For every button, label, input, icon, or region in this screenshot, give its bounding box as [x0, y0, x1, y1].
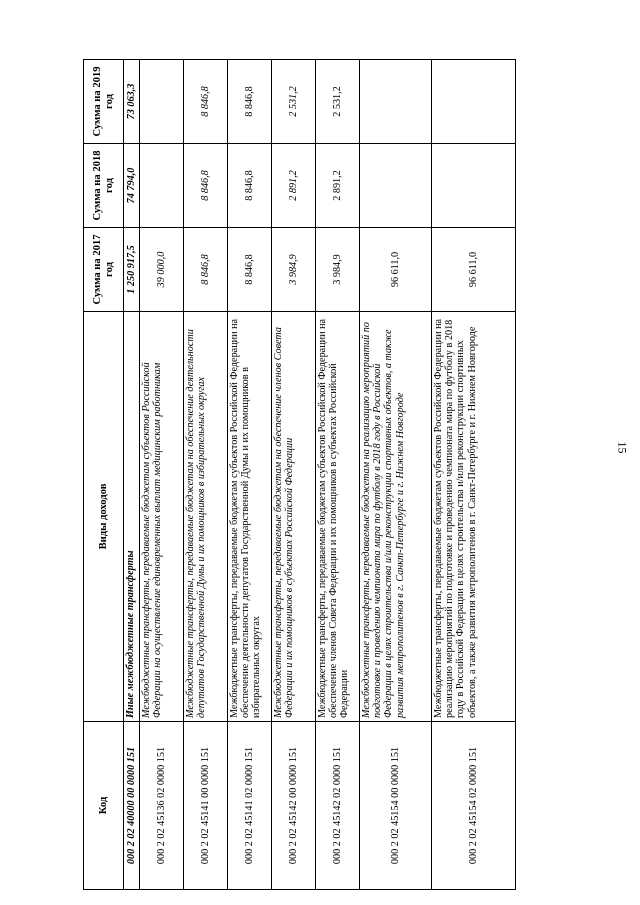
row-code: 000 2 02 45141 00 0000 151	[184, 722, 228, 890]
row-description: Межбюджетные трансферты, передаваемые бюджетам субъектов Российской Федерации на осуществление единовременных выплат медицинским работникам	[140, 312, 184, 722]
table-row	[184, 60, 228, 890]
table-row	[228, 60, 272, 890]
row-description: Межбюджетные трансферты, передаваемые бюджетам субъектов Российской Федерации на обеспечение деятельности депутатов Государственной Думы и их помощников в избирательных округах	[228, 312, 272, 722]
table-row	[124, 60, 140, 890]
header-sum-2018: Сумма на 2018 год	[84, 144, 124, 228]
table-row	[140, 60, 184, 890]
row-description: Межбюджетные трансферты, передаваемые бюджетам субъектов Российской Федерации на обеспечение членов Совета Федерации и их помощников в субъектах Российской Федерации	[316, 312, 360, 722]
table-row	[360, 60, 432, 890]
table-row	[316, 60, 360, 890]
row-sum-2019	[432, 60, 516, 144]
table-header-row	[84, 60, 124, 890]
row-code: 000 2 02 45142 02 0000 151	[316, 722, 360, 890]
row-description: Межбюджетные трансферты, передаваемые бюджетам на реализацию мероприятий по подготовке и проведению чемпионата мира по футболу в 2018 году в Российской Федерации в целях строительства и/или реконструкции спортивных объектов, а также развития метрополитенов в г. Санкт-Петербурге и г. Нижнем Новгороде	[360, 312, 432, 722]
row-sum-2017: 8 846,8	[184, 228, 228, 312]
row-code: 000 2 02 45142 00 0000 151	[272, 722, 316, 890]
row-code: 000 2 02 40000 00 0000 151	[124, 722, 140, 890]
row-description: Иные межбюджетные трансферты	[124, 312, 140, 722]
revenue-table	[83, 59, 516, 890]
row-sum-2018: 8 846,8	[184, 144, 228, 228]
header-code: Код	[84, 722, 124, 890]
row-sum-2017: 39 000,0	[140, 228, 184, 312]
row-sum-2018: 74 794,0	[124, 144, 140, 228]
header-sum-2017: Сумма на 2017 год	[84, 228, 124, 312]
row-sum-2018	[360, 144, 432, 228]
page-number: 15	[615, 441, 630, 454]
row-sum-2019: 2 531,2	[272, 60, 316, 144]
table-row	[272, 60, 316, 890]
row-sum-2017: 1 250 917,5	[124, 228, 140, 312]
rotated-table-container	[83, 60, 541, 890]
table-row	[432, 60, 516, 890]
row-description: Межбюджетные трансферты, передаваемые бюджетам субъектов Российской Федерации на реализацию мероприятий по подготовке и проведению чемпионата мира по футболу в 2018 году в Российской Федерации в целях строительства и/или реконструкции спортивных объектов, а также развития метрополитенов в г. Санкт-Петербурге и г. Нижнем Новгороде	[432, 312, 516, 722]
row-code: 000 2 02 45154 00 0000 151	[360, 722, 432, 890]
row-description: Межбюджетные трансферты, передаваемые бюджетам на обеспечение деятельности депутатов Государственной Думы и их помощников в избирательных округах	[184, 312, 228, 722]
row-sum-2019: 8 846,8	[228, 60, 272, 144]
row-sum-2017: 96 611,0	[432, 228, 516, 312]
row-description: Межбюджетные трансферты, передаваемые бюджетам на обеспечение членов Совета Федерации и их помощников в субъектах Российской Федерации	[272, 312, 316, 722]
row-sum-2019	[140, 60, 184, 144]
row-sum-2018: 2 891,2	[316, 144, 360, 228]
row-sum-2018: 2 891,2	[272, 144, 316, 228]
header-sum-2019: Сумма на 2019 год	[84, 60, 124, 144]
row-sum-2019: 8 846,8	[184, 60, 228, 144]
row-code: 000 2 02 45154 02 0000 151	[432, 722, 516, 890]
row-sum-2018	[140, 144, 184, 228]
row-sum-2017: 8 846,8	[228, 228, 272, 312]
row-sum-2018	[432, 144, 516, 228]
row-sum-2017: 3 984,9	[316, 228, 360, 312]
row-sum-2017: 96 611,0	[360, 228, 432, 312]
header-type: Виды доходов	[84, 312, 124, 722]
row-sum-2019	[360, 60, 432, 144]
row-code: 000 2 02 45141 02 0000 151	[228, 722, 272, 890]
row-sum-2017: 3 984,9	[272, 228, 316, 312]
row-sum-2018: 8 846,8	[228, 144, 272, 228]
row-sum-2019: 73 063,3	[124, 60, 140, 144]
row-code: 000 2 02 45136 02 0000 151	[140, 722, 184, 890]
row-sum-2019: 2 531,2	[316, 60, 360, 144]
